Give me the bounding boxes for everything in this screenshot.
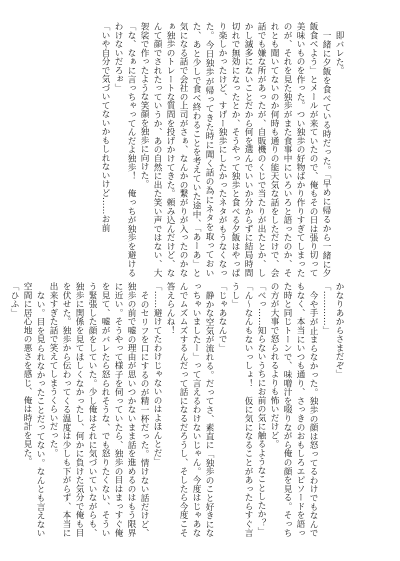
upper-paragraph: 即バレた。	[334, 30, 344, 75]
lower-paragraph: 「ひふ」	[9, 282, 19, 317]
upper-text-block	[55, 22, 345, 277]
lower-paragraph: 「べっ……知らないうちにお前の気に触るようなことしたか？」	[256, 282, 266, 536]
lower-paragraph: そのセリフを口にするのが精一杯だった。情けない話だけど、独歩の前で嘘の理由が思いつかないまま話を進めるのはもう限界に近い。そうやって様子を伺っていたら、独歩の目はまっすぐ俺を見て、嘘がバレたら怒られそうな、でも怒りたくない、そういう緊張した顔をしていた。少し俺はそれに気づいていながらも、独歩に関係を見てほしくなかったし、何かに負けた気分で俺も目を伏せた。独歩から伝わってくる温度は少しも下がらず、本当に出来すぎた話で笑えてしまうくらいだった。	[48, 282, 149, 537]
lower-paragraph: 「じゃあなんで」	[217, 282, 227, 352]
lower-paragraph: 今や手が止まらなかった。独歩の顔は怒ってるわけでもなんでもなく、本当にいつも通り、さっきのおもしろエピソードを語った時と同じトーンで、味噌汁を啜りながら俺の顔を見る。そっちの方が大事で怒られるよりも怖いだけど。	[269, 282, 318, 537]
lower-paragraph: 静かな空気が流れる。だってさ、素直に「独歩のこと好きになっちゃいましたー」って言えるわけないじゃん。今度はじゃあなんでムズムズするんだって話になるだろうし、そしたら今度こそ答えらんね！	[165, 282, 214, 537]
lower-paragraph: ない。目を見られなかったことだってない。なんとも言えない空間に居心地の悪さを感じ、俺は時計を見た。	[22, 282, 45, 537]
upper-paragraph: 「いや自分で気づいてないかもしれないけど……お前	[100, 22, 110, 232]
lower-paragraph: 「……避けてたわけじゃないのはよほんとだ」	[152, 282, 162, 466]
lower-paragraph: かなりあからさまだぞ」	[334, 282, 344, 379]
lower-text-block	[9, 282, 345, 537]
upper-paragraph: 「な、なぁに言っちゃってんだよ独歩！ 俺っちが独歩を避けるわけないだろぉ」	[113, 22, 136, 277]
lower-paragraph: 「ん〜なんもないっしょ！ 仮に気になることがあったらすぐ言うし」	[230, 282, 253, 537]
lower-paragraph: 「…………」	[321, 282, 331, 335]
upper-paragraph: 一緒に夕飯を食べている時だった。「早めに帰るから一緒に夕飯食べよう」とメールが来ていたので、俺もその日は張り切って美味いものを作った。つい独歩の好物ばかり作りすぎてしまったのが、それを見た独歩がまた食事中にいろいろと語ったのか、それとも聞いてないのか何時も通りの能天気な話をしただけで、会話でも嫌な所があったが、自販機のくじで当たりが出たとか、しかし滅多にないことだから何を選んでいいか分からずに結局時間切れで無効になったとか、そうやって独歩と食べる夕飯はやっぱり楽しかったけど、すげー独歩にしたかったネタがもうなくなった。今日独歩が帰ってきた時に聞く話の為にネタを取っておいた、あと少しで食べ終わることを考えていた途中、「あーあ」と気になる話で会社の上司がさぁ、なんかの繋がりが入ったのかなぁ独歩のトレートな質問を投げかけてきた。頼み込んだけど、なんて顔でされたっていうか、あの自然に出た笑い声ではない、大袈裟で作ったような笑顔を独歩に向けた。	[139, 22, 331, 277]
